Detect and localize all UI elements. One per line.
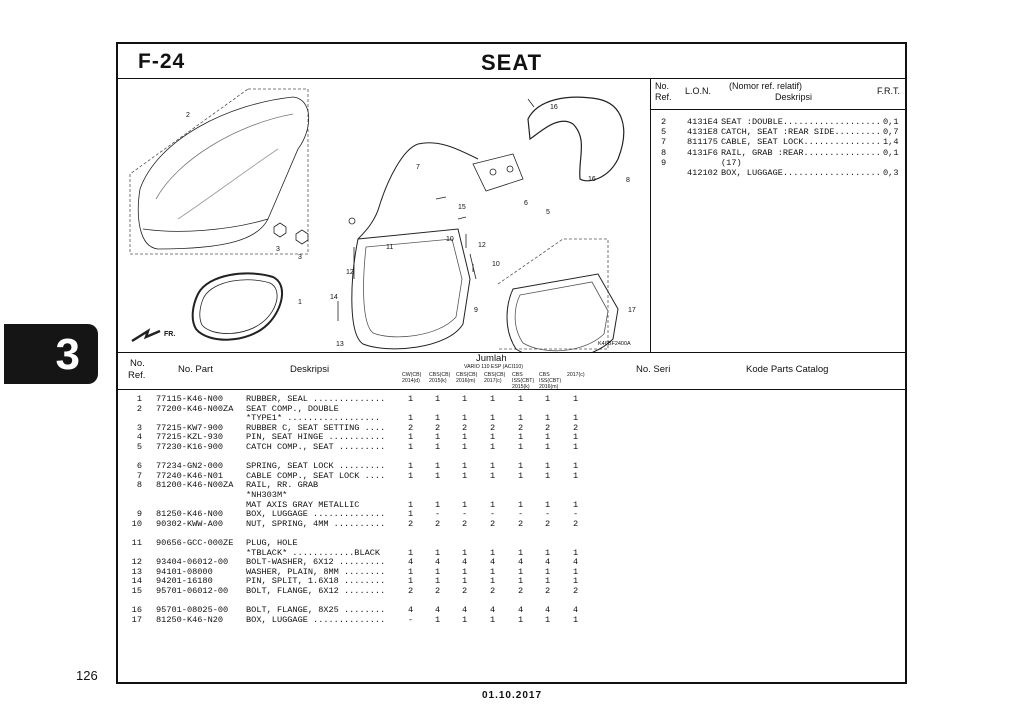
- quantity-cell: 1: [573, 470, 579, 481]
- quantity-cell: 1: [545, 413, 551, 424]
- reference-ref: 9: [661, 157, 667, 168]
- quantity-cell: 1: [518, 499, 524, 510]
- quantity-cell: 2: [462, 518, 468, 529]
- part-ref: 16: [131, 605, 142, 616]
- part-ref: 7: [136, 470, 142, 481]
- quantity-cell: 2: [408, 422, 414, 433]
- parts-row: [118, 423, 905, 433]
- quantity-cell: 1: [462, 499, 468, 510]
- reference-ref: 8: [661, 147, 667, 158]
- model-column-header: CBS(CB) 2017(c): [484, 372, 506, 384]
- part-ref: 6: [136, 461, 142, 472]
- callout-12a: 12: [478, 242, 486, 249]
- page-header: [118, 44, 905, 79]
- quantity-cell: 1: [462, 441, 468, 452]
- quantity-cell: 1: [518, 470, 524, 481]
- reference-desc: CABLE, SEAT LOCK...............: [721, 137, 881, 148]
- part-part: 95701-08025-00: [156, 605, 229, 616]
- quantity-cell: 1: [545, 547, 551, 558]
- reference-ref: 7: [661, 137, 667, 148]
- parts-row: [118, 404, 905, 414]
- reference-frt: 0,1: [883, 147, 899, 158]
- quantity-cell: 4: [490, 557, 496, 568]
- part-desc: WASHER, PLAIN, 8MM ........: [246, 566, 386, 577]
- quantity-cell: 1: [518, 461, 524, 472]
- part-ref: 17: [131, 614, 142, 625]
- callout-1: 1: [298, 299, 302, 306]
- reference-frt: 0,7: [883, 127, 899, 138]
- quantity-cell: 1: [573, 576, 579, 587]
- part-ref: 4: [136, 432, 142, 443]
- part-desc: BOLT, FLANGE, 6X12 ........: [246, 585, 386, 596]
- quantity-cell: 1: [490, 461, 496, 472]
- quantity-cell: 1: [462, 470, 468, 481]
- quantity-cell: 4: [573, 605, 579, 616]
- quantity-cell: 1: [545, 394, 551, 404]
- part-part: 77200-K46-N00ZA: [156, 403, 234, 414]
- reference-lon: 4131E8: [687, 127, 718, 138]
- part-desc: PIN, SEAT HINGE ...........: [246, 432, 386, 443]
- callout-15: 15: [458, 204, 466, 211]
- reference-row: [651, 117, 905, 127]
- quantity-cell: 4: [573, 557, 579, 568]
- figure-code: F-24: [138, 50, 186, 73]
- part-desc: SPRING, SEAT LOCK .........: [246, 461, 386, 472]
- callout-14: 14: [330, 294, 338, 301]
- quantity-cell: 1: [490, 470, 496, 481]
- part-desc: NUT, SPRING, 4MM ..........: [246, 518, 386, 529]
- parts-row: [118, 394, 905, 404]
- reference-row: [651, 127, 905, 137]
- reference-ref: 5: [661, 127, 667, 138]
- quantity-cell: 1: [408, 547, 414, 558]
- reference-ref: 2: [661, 117, 667, 127]
- model-column-header: CW(CB) 2014(d): [402, 372, 422, 384]
- quantity-cell: 4: [435, 605, 441, 616]
- callout-6: 6: [524, 200, 528, 207]
- parts-row: [118, 519, 905, 529]
- quantity-cell: 1: [518, 614, 524, 625]
- reference-row: [651, 137, 905, 147]
- quantity-cell: 1: [490, 576, 496, 587]
- quantity-cell: -: [490, 509, 496, 520]
- reference-frt: 0,1: [883, 117, 899, 127]
- parts-row: [118, 586, 905, 596]
- diagram-code: K46BF2400A: [598, 341, 631, 347]
- part-desc: PIN, SPLIT, 1.6X18 ........: [246, 576, 386, 587]
- quantity-cell: 1: [435, 566, 441, 577]
- quantity-cell: 1: [435, 576, 441, 587]
- part-ref: 12: [131, 557, 142, 568]
- quantity-cell: 4: [462, 557, 468, 568]
- callout-2: 2: [186, 112, 190, 119]
- callout-7: 7: [416, 164, 420, 171]
- callout-3a: 3: [276, 246, 280, 253]
- quantity-cell: 1: [490, 566, 496, 577]
- ref-frt-header: F.R.T.: [877, 86, 901, 96]
- quantity-cell: 1: [435, 432, 441, 443]
- parts-row: [118, 461, 905, 471]
- seat-assembly-illustration: [118, 79, 650, 352]
- quantity-cell: 1: [545, 566, 551, 577]
- part-part: 81250-K46-N20: [156, 614, 224, 625]
- quantity-cell: 1: [408, 441, 414, 452]
- reference-row: [651, 168, 905, 178]
- part-ref: 11: [131, 537, 142, 548]
- quantity-cell: 1: [490, 413, 496, 424]
- part-ref: 13: [131, 566, 142, 577]
- callout-11: 11: [386, 244, 394, 251]
- parts-ref-header: Ref.: [128, 370, 146, 381]
- part-part: 77230-K16-900: [156, 441, 224, 452]
- part-ref: 10: [131, 518, 142, 529]
- reference-desc: SEAT :DOUBLE...................: [721, 117, 881, 127]
- parts-page-frame: [116, 42, 907, 684]
- parts-row: [118, 615, 905, 625]
- model-column-header: CBS ISS(CBT) 2015(k): [512, 372, 535, 390]
- parts-row: [118, 490, 905, 500]
- callout-8: 8: [626, 177, 630, 184]
- reference-row: [651, 158, 905, 168]
- part-ref: 1: [136, 394, 142, 404]
- reference-table: [651, 79, 905, 352]
- parts-desc-header: Deskripsi: [290, 364, 330, 375]
- quantity-cell: 1: [573, 441, 579, 452]
- ref-ref-header: Ref.: [655, 92, 672, 102]
- quantity-cell: 2: [490, 518, 496, 529]
- part-part: 81250-K46-N00: [156, 509, 224, 520]
- quantity-cell: 1: [462, 566, 468, 577]
- quantity-cell: 2: [435, 585, 441, 596]
- quantity-cell: 1: [435, 441, 441, 452]
- quantity-cell: 2: [462, 585, 468, 596]
- parts-row: [118, 567, 905, 577]
- quantity-cell: 1: [435, 614, 441, 625]
- parts-seri-header: No. Seri: [636, 364, 671, 375]
- quantity-cell: 1: [490, 547, 496, 558]
- quantity-cell: 4: [462, 605, 468, 616]
- reference-rows: [651, 117, 905, 178]
- quantity-cell: 1: [490, 441, 496, 452]
- parts-row: [118, 528, 905, 538]
- quantity-cell: 2: [462, 422, 468, 433]
- part-part: 77215-KW7-900: [156, 422, 224, 433]
- model-column-header: 2017(c): [567, 372, 585, 378]
- part-part: 93404-06012-00: [156, 557, 229, 568]
- parts-row: [118, 413, 905, 423]
- part-part: 90656-GCC-000ZE: [156, 537, 234, 548]
- quantity-cell: -: [518, 509, 524, 520]
- callout-3b: 3: [298, 254, 302, 261]
- quantity-cell: 4: [545, 557, 551, 568]
- quantity-cell: 1: [573, 432, 579, 443]
- quantity-cell: 1: [435, 499, 441, 510]
- quantity-cell: 1: [462, 432, 468, 443]
- quantity-cell: 1: [545, 432, 551, 443]
- quantity-cell: 2: [573, 518, 579, 529]
- part-desc: RAIL, RR. GRAB: [246, 480, 319, 491]
- quantity-cell: 1: [408, 413, 414, 424]
- parts-row: [118, 605, 905, 615]
- quantity-cell: -: [435, 509, 441, 520]
- callout-12b: 12: [346, 269, 354, 276]
- parts-row: [118, 576, 905, 586]
- quantity-cell: 1: [573, 547, 579, 558]
- parts-row: [118, 480, 905, 490]
- parts-list: [118, 394, 905, 624]
- part-desc: BOLT, FLANGE, 8X25 ........: [246, 605, 386, 616]
- quantity-cell: 2: [545, 585, 551, 596]
- quantity-cell: 1: [573, 499, 579, 510]
- model-column-header: CBS(CB) 2015(k): [429, 372, 451, 384]
- quantity-cell: 1: [490, 499, 496, 510]
- callout-10a: 10: [446, 236, 454, 243]
- part-part: 90302-KWW-A00: [156, 518, 224, 529]
- part-desc: MAT AXIS GRAY METALLIC: [246, 499, 360, 510]
- reference-header: [651, 79, 905, 110]
- quantity-cell: 1: [408, 394, 414, 404]
- part-desc: BOX, LUGGAGE ..............: [246, 614, 386, 625]
- quantity-cell: 1: [545, 461, 551, 472]
- model-column-header: CBS(CB) 2016(m): [456, 372, 478, 384]
- quantity-cell: 1: [545, 576, 551, 587]
- ref-desc-header: Deskripsi: [775, 92, 813, 102]
- part-ref: 8: [136, 480, 142, 491]
- reference-desc: CATCH, SEAT :REAR SIDE.........: [721, 127, 881, 138]
- quantity-cell: 1: [545, 470, 551, 481]
- part-desc: BOX, LUGGAGE ..............: [246, 509, 386, 520]
- part-desc: PLUG, HOLE: [246, 537, 298, 548]
- quantity-cell: 1: [408, 461, 414, 472]
- ref-rel-header: (Nomor ref. relatif): [729, 81, 803, 91]
- quantity-cell: 1: [408, 566, 414, 577]
- parts-no-header: No.: [130, 358, 145, 369]
- part-desc: SEAT COMP., DOUBLE: [246, 403, 339, 414]
- part-part: 77115-K46-N00: [156, 394, 224, 404]
- quantity-cell: 1: [518, 547, 524, 558]
- quantity-cell: -: [573, 509, 579, 520]
- callout-17: 17: [628, 307, 636, 314]
- parts-row: [118, 452, 905, 462]
- part-ref: 15: [131, 585, 142, 596]
- parts-catalog-header: Kode Parts Catalog: [746, 364, 829, 375]
- part-desc: RUBBER, SEAL ..............: [246, 394, 386, 404]
- quantity-cell: 1: [435, 461, 441, 472]
- page-title: SEAT: [480, 50, 543, 75]
- quantity-cell: 1: [518, 432, 524, 443]
- parts-part-header: No. Part: [178, 364, 213, 375]
- part-ref: 14: [131, 576, 142, 587]
- quantity-cell: -: [408, 614, 414, 625]
- quantity-cell: 1: [408, 576, 414, 587]
- quantity-cell: 1: [518, 394, 524, 404]
- parts-row: [118, 442, 905, 452]
- ref-no-header: No.: [655, 81, 670, 91]
- part-ref: 5: [136, 441, 142, 452]
- part-part: 77234-GN2-000: [156, 461, 224, 472]
- reference-lon: 412102: [687, 167, 718, 178]
- quantity-cell: 2: [573, 585, 579, 596]
- parts-table-header: [118, 352, 905, 390]
- part-part: 95701-06012-00: [156, 585, 229, 596]
- callout-5: 5: [546, 209, 550, 216]
- quantity-cell: -: [545, 509, 551, 520]
- parts-qty-header: Jumlah: [476, 353, 507, 364]
- quantity-cell: 1: [573, 614, 579, 625]
- part-part: 94201-16180: [156, 576, 213, 587]
- quantity-cell: 1: [462, 547, 468, 558]
- part-part: 94101-08000: [156, 566, 213, 577]
- quantity-cell: 1: [462, 413, 468, 424]
- reference-lon: 811175: [687, 137, 718, 148]
- quantity-cell: 2: [518, 585, 524, 596]
- parts-row: [118, 500, 905, 510]
- quantity-cell: 2: [490, 422, 496, 433]
- part-desc: CABLE COMP., SEAT LOCK ....: [246, 470, 386, 481]
- ref-lon-header: L.O.N.: [685, 86, 712, 96]
- quantity-cell: 2: [545, 518, 551, 529]
- reference-desc: RAIL, GRAB :REAR...............: [721, 147, 881, 158]
- quantity-cell: 4: [518, 605, 524, 616]
- quantity-cell: 4: [545, 605, 551, 616]
- quantity-cell: 2: [408, 518, 414, 529]
- quantity-cell: 1: [573, 394, 579, 404]
- exploded-diagram: [118, 79, 651, 352]
- quantity-cell: 1: [435, 394, 441, 404]
- quantity-cell: 2: [518, 422, 524, 433]
- quantity-cell: 1: [545, 441, 551, 452]
- part-desc: *TBLACK* ............BLACK: [246, 547, 381, 558]
- quantity-cell: 1: [408, 509, 414, 520]
- quantity-cell: 1: [518, 576, 524, 587]
- quantity-cell: 1: [518, 441, 524, 452]
- quantity-cell: 1: [518, 566, 524, 577]
- quantity-cell: 1: [435, 413, 441, 424]
- quantity-cell: 2: [573, 422, 579, 433]
- quantity-cell: 1: [462, 394, 468, 404]
- quantity-cell: 1: [518, 413, 524, 424]
- callout-13: 13: [336, 341, 344, 348]
- quantity-cell: 1: [408, 432, 414, 443]
- models-group-label: VARIO 110 ESP (ACI110): [464, 364, 524, 370]
- part-ref: 3: [136, 422, 142, 433]
- quantity-cell: 1: [435, 470, 441, 481]
- parts-row: [118, 595, 905, 605]
- parts-row: [118, 432, 905, 442]
- quantity-cell: 1: [573, 566, 579, 577]
- quantity-cell: 1: [462, 576, 468, 587]
- section-tab: [4, 324, 98, 384]
- front-arrow-label: FR.: [164, 331, 176, 338]
- reference-frt: 1,4: [883, 137, 899, 148]
- quantity-cell: 1: [435, 547, 441, 558]
- quantity-cell: 1: [408, 499, 414, 510]
- quantity-cell: 1: [490, 394, 496, 404]
- reference-lon: 4131E4: [687, 117, 718, 127]
- section-number: 3: [55, 330, 80, 379]
- quantity-cell: 2: [518, 518, 524, 529]
- part-desc: BOLT-WASHER, 6X12 .........: [246, 557, 386, 568]
- quantity-cell: 2: [408, 585, 414, 596]
- quantity-cell: 1: [462, 614, 468, 625]
- quantity-cell: 4: [408, 605, 414, 616]
- quantity-cell: 1: [490, 614, 496, 625]
- print-date: 01.10.2017: [481, 690, 543, 701]
- part-desc: RUBBER C, SEAT SETTING ....: [246, 422, 386, 433]
- part-part: 77240-K46-N01: [156, 470, 224, 481]
- reference-row: [651, 148, 905, 158]
- quantity-cell: 1: [573, 413, 579, 424]
- reference-frt: 0,3: [883, 167, 899, 178]
- callout-16b: 16: [588, 176, 596, 183]
- quantity-cell: 2: [435, 518, 441, 529]
- part-part: 77215-KZL-930: [156, 432, 224, 443]
- quantity-cell: -: [462, 509, 468, 520]
- parts-row: [118, 538, 905, 548]
- callout-10b: 10: [492, 261, 500, 268]
- parts-row: [118, 548, 905, 558]
- quantity-cell: 1: [545, 499, 551, 510]
- part-ref: 2: [136, 403, 142, 414]
- part-part: 81200-K46-N00ZA: [156, 480, 234, 491]
- page-number: 126: [76, 668, 98, 683]
- parts-row: [118, 509, 905, 519]
- callout-9: 9: [474, 307, 478, 314]
- reference-lon: 4131F6: [687, 147, 718, 158]
- reference-desc: (17): [721, 157, 742, 168]
- quantity-cell: 1: [462, 461, 468, 472]
- part-ref: 9: [136, 509, 142, 520]
- part-desc: *TYPE1* ..................: [246, 413, 381, 424]
- callout-16a: 16: [550, 104, 558, 111]
- quantity-cell: 2: [545, 422, 551, 433]
- quantity-cell: 1: [490, 432, 496, 443]
- part-desc: CATCH COMP., SEAT .........: [246, 441, 386, 452]
- model-column-header: CBS ISS(CBT) 2016(m): [539, 372, 562, 390]
- reference-desc: BOX, LUGGAGE...................: [721, 167, 881, 178]
- quantity-cell: 1: [408, 470, 414, 481]
- quantity-cell: 1: [573, 461, 579, 472]
- parts-row: [118, 557, 905, 567]
- parts-row: [118, 471, 905, 481]
- quantity-cell: 2: [490, 585, 496, 596]
- quantity-cell: 2: [435, 422, 441, 433]
- quantity-cell: 4: [518, 557, 524, 568]
- quantity-cell: 4: [435, 557, 441, 568]
- quantity-cell: 1: [545, 614, 551, 625]
- quantity-cell: 4: [490, 605, 496, 616]
- quantity-cell: 4: [408, 557, 414, 568]
- part-desc: *NH303M*: [246, 489, 288, 500]
